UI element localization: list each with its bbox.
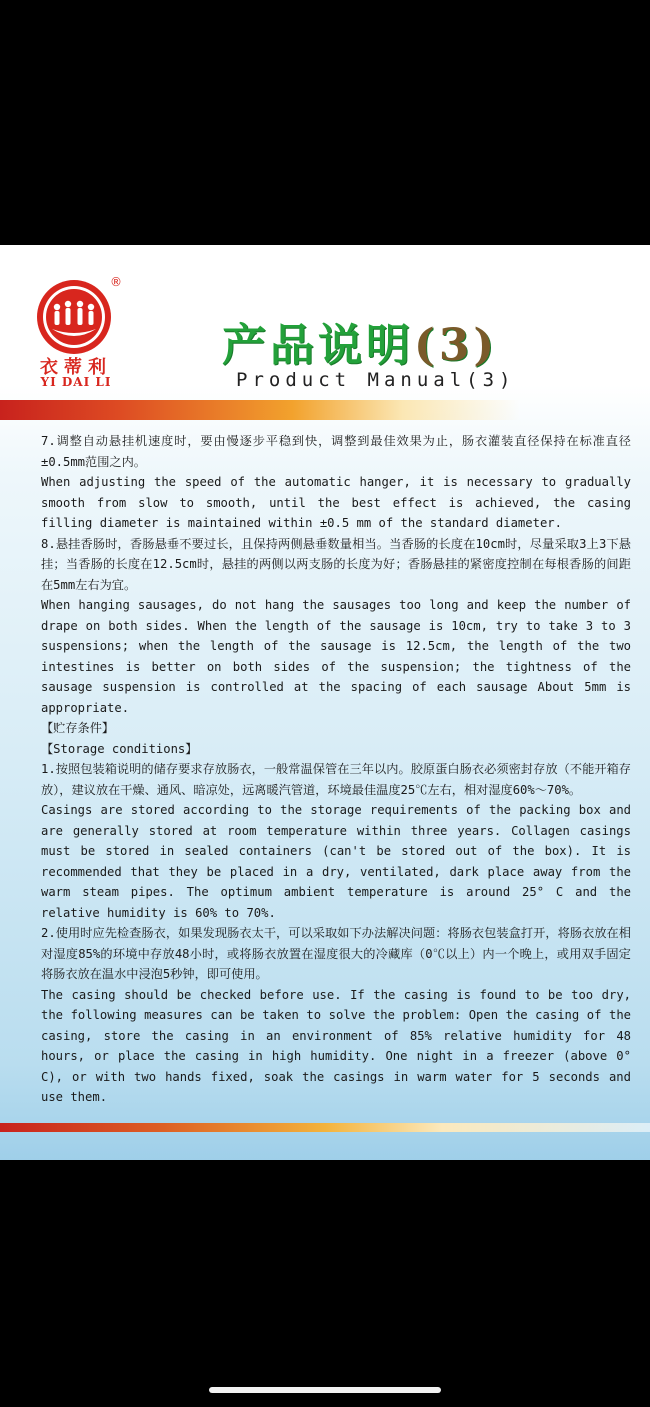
paragraph: 2.使用时应先检查肠衣，如果发现肠衣太干，可以采取如下办法解决问题：将肠衣包装盒打开，将肠衣放在相对湿度85%的环境中存放48小时，或将肠衣放置在湿度很大的冷藏库（0℃以上）内一个晚上，或用双手固定将肠衣放在温水中浸泡5秒钟，即可使用。 [41,926,631,981]
page-title-cn [222,309,498,373]
paragraph: When adjusting the speed of the automatic hanger, it is necessary to gradually smooth from slow to smooth, until the best effect is achieved, the casing filling diameter is maintained within ±0.5 mm of the standard diameter. [41,475,631,530]
paragraph: 1.按照包装箱说明的储存要求存放肠衣，一般常温保管在三年以内。胶原蛋白肠衣必须密封存放（不能开箱存放），建议放在干燥、通风、暗凉处，远离暖汽管道，环境最佳温度25℃左右，相对湿度60%～70%。 [41,762,631,797]
paragraph: The casing should be checked before use. If the casing is found to be too dry, the following measures can be taken to solve the problem: Open the casing of the casing, store the casing in an environment of 85% relative humidity for 48 hours, or place the casing in high humidity. One night in a freezer (above 0° C), or with two hands fixed, soak the casings in warm water for 5 seconds and use them. [41,987,631,1104]
manual-content [41,431,631,1108]
manual-page [0,245,650,1160]
paragraph: 7.调整自动悬挂机速度时，要由慢逐步平稳到快，调整到最佳效果为止，肠衣灌装直径保持在标准直径±0.5mm范围之内。 [41,434,631,469]
decorative-band-top [0,400,650,420]
brand-name-cn: 衣蒂利 [40,357,112,378]
decorative-band-bottom [0,1123,650,1132]
title-cn-number: (3) [414,320,499,371]
registered-mark: ® [110,275,122,289]
paragraph: Casings are stored according to the storage requirements of the packing box and are generally stored at room temperature within three years. Collagen casings must be stored in sealed containers (can't be stored out of the box). It is recommended that they be placed in a dry, ventilated, dark place away from the warm steam pipes. The optimum ambient temperature is around 25° C and the relative humidity is 60% to 70%. [41,803,631,920]
section-heading-en: 【Storage conditions】 [41,741,198,756]
title-cn-text: 产品说明 [222,320,414,371]
paragraph: When hanging sausages, do not hang the sausages too long and keep the number of drape on both sides. When the length of the sausage is 10cm, try to take 3 to 3 suspensions; when the length of the sausage is 12.5cm, the length of the two intestines is better on both sides of the suspension; the tightness of the sausage suspension is controlled at the spacing of each sausage About 5mm is appropriate. [41,598,631,715]
home-indicator[interactable] [209,1387,441,1393]
brand-name-en: YI DAI LI [40,375,112,389]
paragraph: 8.悬挂香肠时，香肠悬垂不要过长，且保持两侧悬垂数量相当。当香肠的长度在10cm时，尽量采取3上3下悬挂；当香肠的长度在12.5cm时，悬挂的两侧以两支肠的长度为好；香肠悬挂的紧密度控制在每根香肠的间距在5mm左右为宜。 [41,536,631,592]
brand-logo-icon [34,277,114,357]
section-heading-cn: 【贮存条件】 [41,721,115,735]
page-title-en: Product Manual(3) [236,369,516,391]
